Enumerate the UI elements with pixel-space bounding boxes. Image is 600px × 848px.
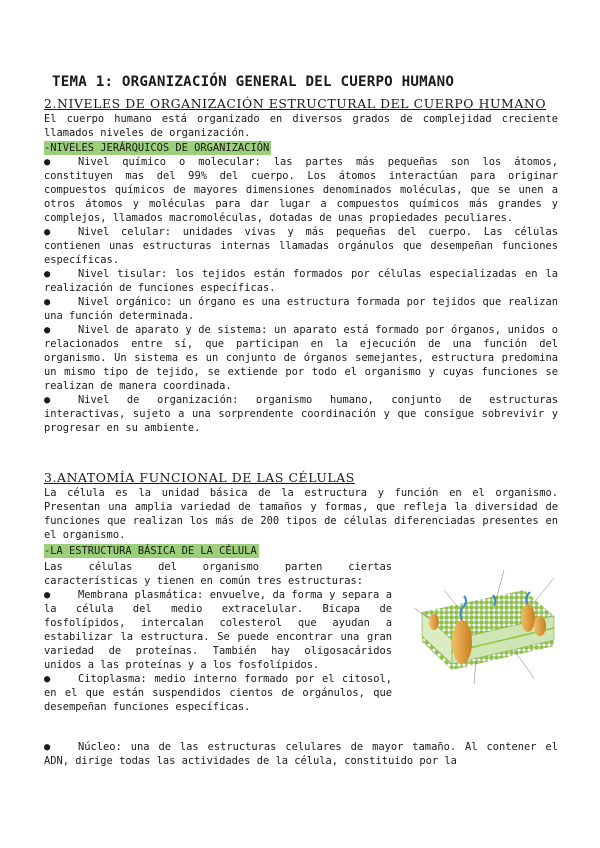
label-line [536,578,554,600]
bullet-icon: ● [44,324,51,336]
section-heading-niveles: 2.NIVELES DE ORGANIZACIÓN ESTRUCTURAL DEL CUERPO HUMANO [44,96,547,111]
section1-intro [44,112,558,140]
section2-text-column [44,560,392,714]
list-item-nivel-organizacion: ● Nivel de organización: organismo humano, conjunto de estructuras interactivas, sujeto a una sorprendente coordinación y que consigue sobrevivir y progresar en su ambiente. [44,394,558,434]
document-title: TEMA 1: ORGANIZACIÓN GENERAL DEL CUERPO HUMANO [52,74,455,90]
label-line [514,650,534,678]
section1-bullet-list [44,155,558,435]
bullet-icon: ● [44,226,51,238]
protein-icon [452,620,472,664]
section2-text: Las células del organismo parten ciertas características y tienen en común tres estructuras: [44,561,392,587]
subheading-estructura-basica: -LA ESTRUCTURA BÁSICA DE LA CÉLULA [44,545,257,557]
section2-nucleo [44,740,558,768]
bullet-icon: ● [44,673,51,685]
bullet-icon: ● [44,268,51,280]
bullet-icon: ● [44,589,51,601]
section2-intro [44,486,558,542]
subheading-niveles-jerarquicos: -NIVELES JERÁRQUICOS DE ORGANIZACIÓN [44,142,270,154]
bullet-icon: ● [44,394,51,406]
bullet-icon: ● [44,156,51,168]
section2-intro-text: La célula es la unidad básica de la estructura y función en el organismo. Presentan una amplia variedad de tamaños y formas, que refleja la diversidad de funciones que realizan los más de 200 tipos de células diferenciadas presentes en el organismo. [44,487,558,541]
protein-icon [429,614,439,630]
section1-intro-text: El cuerpo humano está organizado en diversos grados de complejidad creciente llamados niveles de organización. [44,113,558,139]
list-item-nivel-tisular: ● Nivel tisular: los tejidos están formados por células especializadas en la realización de funciones específicas. [44,268,558,294]
list-item-nivel-quimico: ● Nivel químico o molecular: las partes más pequeñas son los átomos, constituyen mas del 99% del cuerpo. Los átomos interactúan para originar compuestos químicos de mayores dimensiones denominados moléculas, que se unen a otros átomos y moléculas para dar lugar a compuestos químicos más grandes y complejos, llamados macromoléculas, dotadas de unas propiedades peculiares. [44,156,558,224]
protein-icon [534,616,546,636]
list-item-nivel-aparato-sistema: ● Nivel de aparato y de sistema: un aparato está formado por órganos, unidos o relacionados entre sí, que participan en la ejecución de una función del organismo. Un sistema es un conjunto de órganos semejantes, estructura predomina un mismo tipo de tejido, se extiende por todo el organismo y cuyas funciones se realizan de manera coordinada. [44,324,558,392]
list-item-citoplasma: ● Citoplasma: medio interno formado por el citosol, en el que están suspendidos cientos de orgánulos, que desempeñan funciones específicas. [44,673,392,713]
list-item-nivel-celular: ● Nivel celular: unidades vivas y más pequeñas del cuerpo. Las células contienen unas estructuras internas llamadas orgánulos que desempeñan funciones específicas. [44,226,558,266]
list-item-nucleo: ● Núcleo: una de las estructuras celulares de mayor tamaño. Al contener el ADN, dirige todas las actividades de la célula, constituido por la [44,741,558,767]
section-heading-anatomia: 3.ANATOMÍA FUNCIONAL DE LAS CÉLULAS [44,470,355,485]
bullet-icon: ● [44,296,51,308]
list-item-nivel-organico: ● Nivel orgánico: un órgano es una estructura formada por tejidos que realizan una función determinada. [44,296,558,322]
membrane-diagram-image [404,560,564,694]
bullet-icon: ● [44,741,51,753]
list-item-membrana: ● Membrana plasmática: envuelve, da forma y separa a la célula del medio extracelular. Bicapa de fosfolípidos, intercalan colesterol que ayudan a estabilizar la estructura. Se puede encontrar una gran variedad de proteínas. También hay oligosacáridos unidos a las proteínas y a los fosfolípidos. [44,589,392,671]
protein-icon [521,604,535,632]
